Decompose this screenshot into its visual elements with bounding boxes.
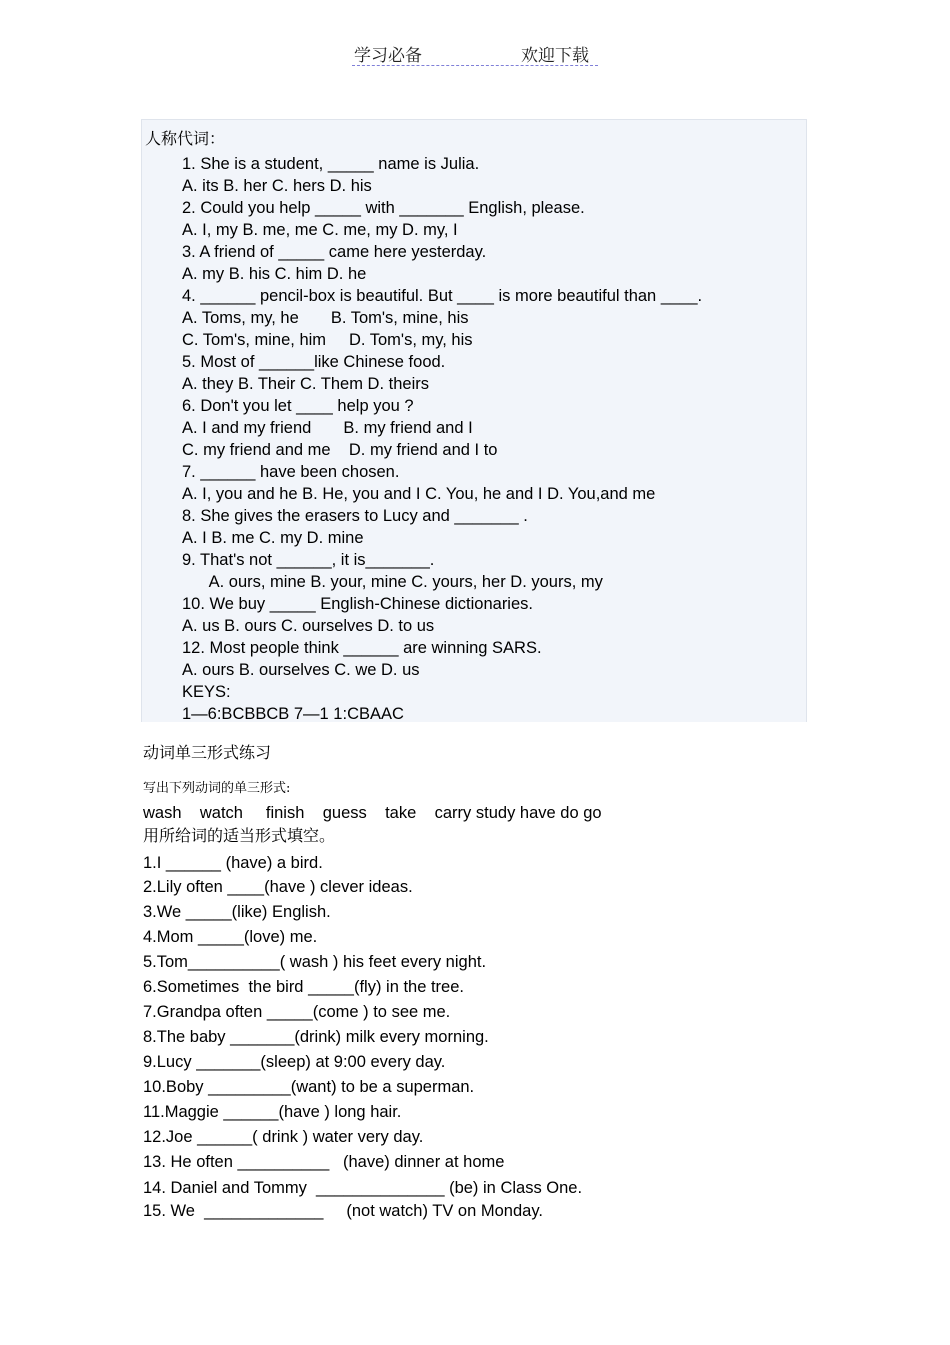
verb-section-title: 动词单三形式练习 bbox=[143, 743, 272, 762]
exercise-item: 6.Sometimes the bird _____(fly) in the tree. bbox=[143, 978, 464, 996]
question-line: 8. She gives the erasers to Lucy and _______ . bbox=[182, 507, 528, 525]
question-line: 10. We buy _____ English-Chinese dictionaries. bbox=[182, 595, 533, 613]
option-line: C. Tom's, mine, him D. Tom's, my, his bbox=[182, 331, 473, 349]
question-line: 5. Most of ______like Chinese food. bbox=[182, 353, 446, 371]
exercise-item: 10.Boby _________(want) to be a superman. bbox=[143, 1078, 475, 1096]
exercise-item: 13. He often __________ (have) dinner at home bbox=[143, 1153, 505, 1171]
option-line: A. I, my B. me, me C. me, my D. my, I bbox=[182, 221, 458, 239]
exercise-item: 3.We _____(like) English. bbox=[143, 903, 331, 921]
verb-word-list: wash watch finish guess take carry study have do go bbox=[143, 804, 602, 822]
exercise-item: 2.Lily often ____(have ) clever ideas. bbox=[143, 878, 413, 896]
option-line: C. my friend and me D. my friend and I to bbox=[182, 441, 498, 459]
exercise-item: 5.Tom__________( wash ) his feet every night. bbox=[143, 953, 487, 971]
header-left-text: 学习必备 bbox=[354, 46, 422, 66]
pronoun-exercise-box bbox=[141, 119, 807, 722]
exercise-item: 1.I ______ (have) a bird. bbox=[143, 854, 323, 872]
option-line: A. I and my friend B. my friend and I bbox=[182, 419, 473, 437]
option-line: A. ours B. ourselves C. we D. us bbox=[182, 661, 420, 679]
exercise-item: 7.Grandpa often _____(come ) to see me. bbox=[143, 1003, 451, 1021]
option-line: A. my B. his C. him D. he bbox=[182, 265, 367, 283]
question-line: 9. That's not ______, it is_______. bbox=[182, 551, 435, 569]
option-line: A. Toms, my, he B. Tom's, mine, his bbox=[182, 309, 469, 327]
question-line: 7. ______ have been chosen. bbox=[182, 463, 400, 481]
question-line: 3. A friend of _____ came here yesterday. bbox=[182, 243, 487, 261]
option-line: A. us B. ours C. ourselves D. to us bbox=[182, 617, 435, 635]
answer-keys: 1—6:BCBBCB 7—1 1:CBAAC bbox=[182, 705, 404, 723]
option-line: A. ours, mine B. your, mine C. yours, her D. yours, my bbox=[182, 573, 603, 591]
option-line: A. they B. Their C. Them D. theirs bbox=[182, 375, 429, 393]
exercise-item: 15. We _____________ (not watch) TV on Monday. bbox=[143, 1202, 543, 1220]
exercise-item: 8.The baby _______(drink) milk every morning. bbox=[143, 1028, 489, 1046]
exercise-item: 11.Maggie ______(have ) long hair. bbox=[143, 1103, 402, 1121]
page-header bbox=[352, 40, 598, 66]
keys-label: KEYS: bbox=[182, 683, 231, 701]
question-line: 4. ______ pencil-box is beautiful. But ____ is more beautiful than ____. bbox=[182, 287, 703, 305]
header-right-text: 欢迎下载 bbox=[521, 46, 589, 66]
question-line: 2. Could you help _____ with _______ English, please. bbox=[182, 199, 585, 217]
question-line: 12. Most people think ______ are winning SARS. bbox=[182, 639, 542, 657]
option-line: A. I, you and he B. He, you and I C. You, he and I D. You,and me bbox=[182, 485, 656, 503]
exercise-item: 12.Joe ______( drink ) water very day. bbox=[143, 1128, 424, 1146]
verb-instruction: 写出下列动词的单三形式: bbox=[143, 781, 291, 796]
question-line: 1. She is a student, _____ name is Julia. bbox=[182, 155, 480, 173]
option-line: A. I B. me C. my D. mine bbox=[182, 529, 364, 547]
exercise-item: 14. Daniel and Tommy ______________ (be) in Class One. bbox=[143, 1179, 583, 1197]
option-line: A. its B. her C. hers D. his bbox=[182, 177, 372, 195]
exercise-item: 4.Mom _____(love) me. bbox=[143, 928, 318, 946]
pronoun-section-title: 人称代词： bbox=[145, 129, 226, 148]
question-line: 6. Don't you let ____ help you ? bbox=[182, 397, 414, 415]
exercise-item: 9.Lucy _______(sleep) at 9:00 every day. bbox=[143, 1053, 446, 1071]
fill-blank-title: 用所给词的适当形式填空。 bbox=[143, 826, 336, 845]
